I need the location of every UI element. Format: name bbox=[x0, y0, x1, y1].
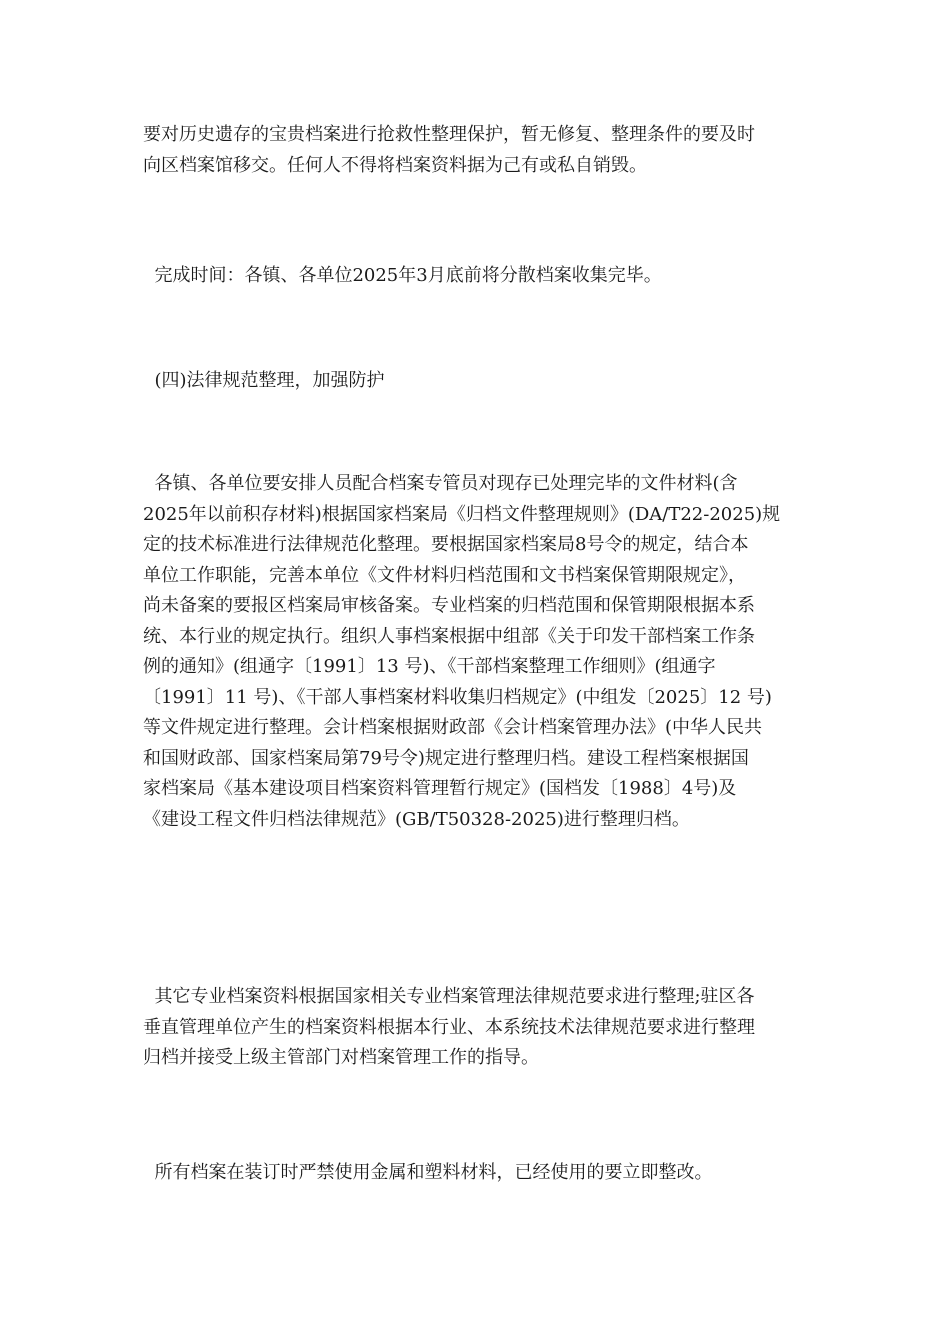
section-heading bbox=[143, 366, 813, 397]
text-line: 完成时间：各镇、各单位2025年3月底前将分散档案收集完毕。 bbox=[143, 265, 662, 286]
text-line: 〔1991〕11 号)、《干部人事档案材料收集归档规定》(中组发〔2025〕12 号) bbox=[143, 686, 772, 708]
text-line: 家档案局《基本建设项目档案资料管理暂行规定》(国档发〔1988〕4号)及 bbox=[143, 778, 737, 799]
paragraph-binding-rule bbox=[143, 1158, 813, 1189]
text-line: 等文件规定进行整理。会计档案根据财政部《会计档案管理办法》(中华人民共 bbox=[143, 717, 763, 738]
paragraph-other-archives bbox=[143, 982, 813, 1074]
paragraph-archive-rescue bbox=[143, 120, 813, 181]
text-line: 向区档案馆移交。任何人不得将档案资料据为己有或私自销毁。 bbox=[143, 154, 647, 176]
text-line: 其它专业档案资料根据国家相关专业档案管理法律规范要求进行整理;驻区各 bbox=[143, 986, 755, 1007]
text-line: 归档并接受上级主管部门对档案管理工作的指导。 bbox=[143, 1047, 539, 1068]
text-line: 统、本行业的规定执行。组织人事档案根据中组部《关于印发干部档案工作条 bbox=[143, 625, 755, 647]
paragraph-legal-standardization bbox=[143, 469, 813, 835]
text-line: 垂直管理单位产生的档案资料根据本行业、本系统技术法律规范要求进行整理 bbox=[143, 1016, 755, 1038]
paragraph-completion-time bbox=[143, 261, 813, 292]
text-line: 各镇、各单位要安排人员配合档案专管员对现存已处理完毕的文件材料(含 bbox=[143, 473, 738, 494]
text-line: 单位工作职能，完善本单位《文件材料归档范围和文书档案保管期限规定》， bbox=[143, 564, 746, 586]
text-line: 定的技术标准进行法律规范化整理。要根据国家档案局8号令的规定，结合本 bbox=[143, 534, 749, 555]
text-line: 尚未备案的要报区档案局审核备案。专业档案的归档范围和保管期限根据本系 bbox=[143, 595, 755, 616]
text-line: 2025年以前积存材料)根据国家档案局《归档文件整理规则》(DA/T22-2025)规 bbox=[143, 503, 781, 525]
text-line: 《建设工程文件归档法律规范》(GB/T50328-2025)进行整理归档。 bbox=[143, 808, 690, 830]
text-line: 例的通知》(组通字〔1991〕13 号)、《干部档案整理工作细则》(组通字 bbox=[143, 656, 716, 677]
text-line: 和国财政部、国家档案局第79号令)规定进行整理归档。建设工程档案根据国 bbox=[143, 747, 749, 769]
text-line: 所有档案在装订时严禁使用金属和塑料材料，已经使用的要立即整改。 bbox=[143, 1162, 713, 1183]
text-line: (四)法律规范整理，加强防护 bbox=[143, 370, 385, 391]
text-line: 要对历史遗存的宝贵档案进行抢救性整理保护，暂无修复、整理条件的要及时 bbox=[143, 124, 755, 145]
